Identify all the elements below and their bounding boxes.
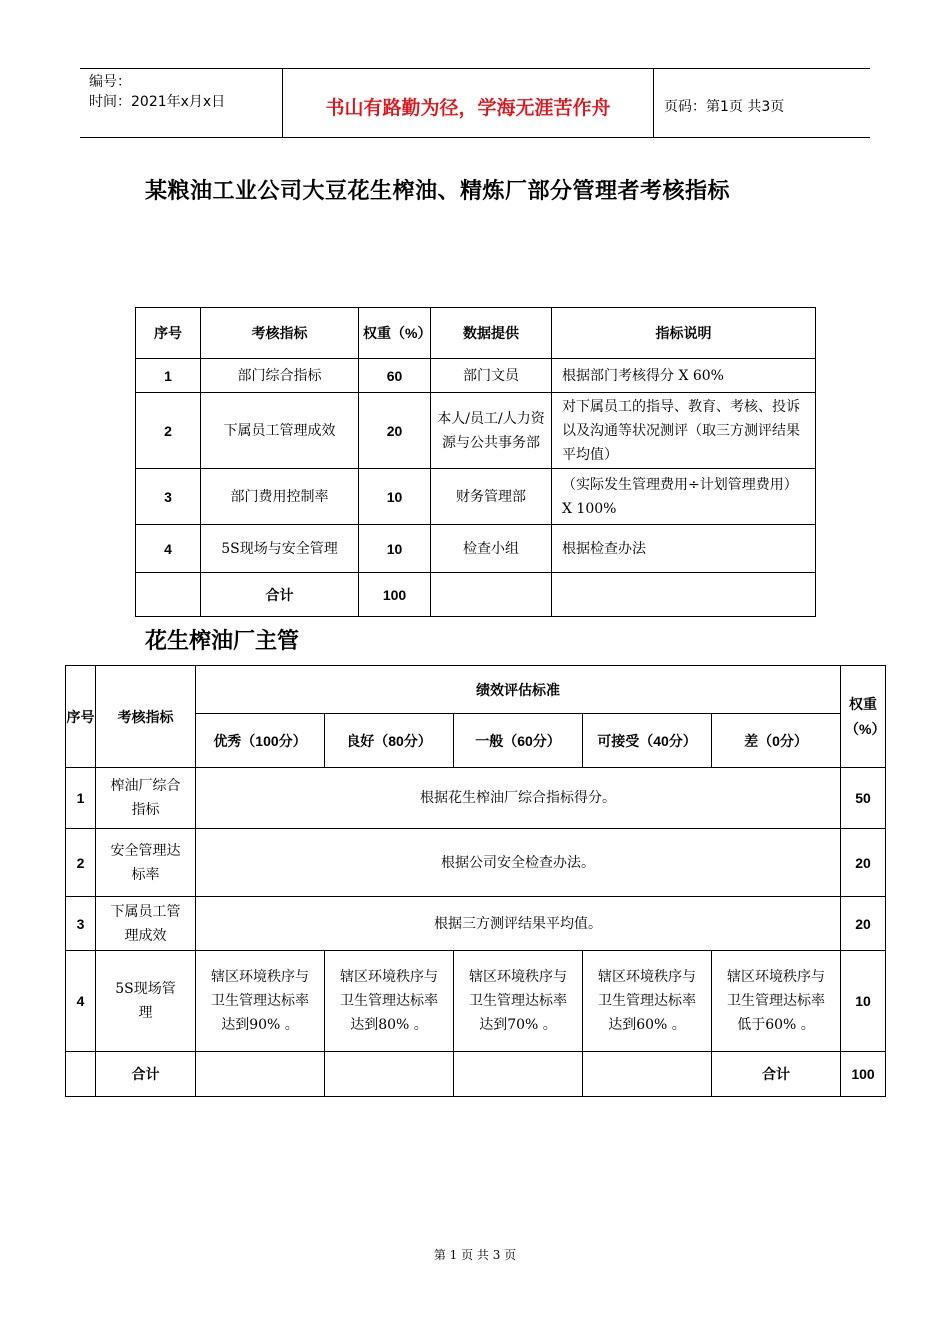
row-standard: 根据公司安全检查办法。 (196, 829, 841, 897)
section-title: 花生榨油厂主管 (145, 629, 300, 654)
table-row (66, 829, 886, 897)
level-poor: 差（0分） (712, 714, 841, 768)
empty-cell (325, 1052, 454, 1097)
table-row (136, 393, 816, 469)
table-header-row (66, 666, 886, 714)
table-row (66, 951, 886, 1052)
col-header-indicator: 考核指标 (96, 666, 196, 768)
empty-cell (196, 1052, 325, 1097)
row-weight: 10 (359, 469, 431, 525)
row-weight: 20 (841, 829, 886, 897)
level-cell-excellent: 辖区环境秩序与卫生管理达标率达到90% 。 (196, 951, 325, 1052)
row-no: 1 (136, 359, 201, 393)
row-standard: 根据三方测评结果平均值。 (196, 897, 841, 951)
col-header-desc: 指标说明 (552, 308, 816, 359)
row-indicator: 下属员工管理成效 (201, 393, 359, 469)
table-row (136, 359, 816, 393)
level-cell-average: 辖区环境秩序与卫生管理达标率达到70% 。 (454, 951, 583, 1052)
col-header-weight: 权重（%） (841, 666, 886, 768)
row-desc: 根据检查办法 (552, 525, 816, 573)
row-provider: 部门文员 (431, 359, 552, 393)
total-label: 合计 (201, 573, 359, 617)
col-header-standard: 绩效评估标准 (196, 666, 841, 714)
empty-cell (454, 1052, 583, 1097)
row-no: 2 (66, 829, 96, 897)
doc-number-label: 编号： (89, 74, 131, 90)
row-no: 3 (136, 469, 201, 525)
level-good: 良好（80分） (325, 714, 454, 768)
row-desc: 根据部门考核得分 X 60% (552, 359, 816, 393)
header-meta (80, 69, 282, 137)
header-motto: 书山有路勤为径，学海无涯苦作舟 (282, 69, 654, 137)
empty-cell (136, 573, 201, 617)
col-header-weight: 权重（%） (359, 308, 431, 359)
row-indicator: 下属员工管理成效 (96, 897, 196, 951)
col-header-no: 序号 (66, 666, 96, 768)
assessment-table-supervisor (65, 665, 886, 1097)
row-weight: 50 (841, 768, 886, 829)
page-header (80, 68, 870, 138)
row-desc: （实际发生管理费用÷计划管理费用） X 100% (552, 469, 816, 525)
row-indicator: 5S现场管理 (96, 951, 196, 1052)
col-header-provider: 数据提供 (431, 308, 552, 359)
level-excellent: 优秀（100分） (196, 714, 325, 768)
row-no: 3 (66, 897, 96, 951)
table-row (66, 768, 886, 829)
row-weight: 20 (359, 393, 431, 469)
table-total-row (66, 1052, 886, 1097)
level-acceptable: 可接受（40分） (583, 714, 712, 768)
header-page-info: 页码：第1页 共3页 (664, 99, 785, 115)
row-provider: 财务管理部 (431, 469, 552, 525)
empty-cell (552, 573, 816, 617)
row-provider: 本人/员工/人力资源与公共事务部 (431, 393, 552, 469)
level-cell-good: 辖区环境秩序与卫生管理达标率达到80% 。 (325, 951, 454, 1052)
col-header-no: 序号 (136, 308, 201, 359)
level-average: 一般（60分） (454, 714, 583, 768)
row-weight: 10 (359, 525, 431, 573)
document-title: 某粮油工业公司大豆花生榨油、精炼厂部分管理者考核指标 (145, 179, 731, 204)
total-label-right: 合计 (712, 1052, 841, 1097)
empty-cell (431, 573, 552, 617)
total-value: 100 (841, 1052, 886, 1097)
row-no: 2 (136, 393, 201, 469)
row-indicator: 5S现场与安全管理 (201, 525, 359, 573)
assessment-table-general (135, 307, 816, 617)
col-header-indicator: 考核指标 (201, 308, 359, 359)
row-desc: 对下属员工的指导、教育、考核、投诉以及沟通等状况测评（取三方测评结果平均值） (552, 393, 816, 469)
row-indicator: 安全管理达标率 (96, 829, 196, 897)
table-row (136, 525, 816, 573)
total-value: 100 (359, 573, 431, 617)
table-header-row (136, 308, 816, 359)
row-weight: 60 (359, 359, 431, 393)
page-footer: 第 1 页 共 3 页 (433, 1248, 517, 1262)
table-row (136, 469, 816, 525)
level-cell-acceptable: 辖区环境秩序与卫生管理达标率达到60% 。 (583, 951, 712, 1052)
row-provider: 检查小组 (431, 525, 552, 573)
empty-cell (583, 1052, 712, 1097)
row-indicator: 部门综合指标 (201, 359, 359, 393)
row-no: 1 (66, 768, 96, 829)
row-no: 4 (66, 951, 96, 1052)
row-no: 4 (136, 525, 201, 573)
row-indicator: 榨油厂综合指标 (96, 768, 196, 829)
row-standard: 根据花生榨油厂综合指标得分。 (196, 768, 841, 829)
row-weight: 10 (841, 951, 886, 1052)
row-indicator: 部门费用控制率 (201, 469, 359, 525)
total-label: 合计 (96, 1052, 196, 1097)
doc-date: 时间：2021年x月x日 (89, 94, 226, 110)
empty-cell (66, 1052, 96, 1097)
level-cell-poor: 辖区环境秩序与卫生管理达标率低于60% 。 (712, 951, 841, 1052)
table-total-row (136, 573, 816, 617)
row-weight: 20 (841, 897, 886, 951)
table-row (66, 897, 886, 951)
